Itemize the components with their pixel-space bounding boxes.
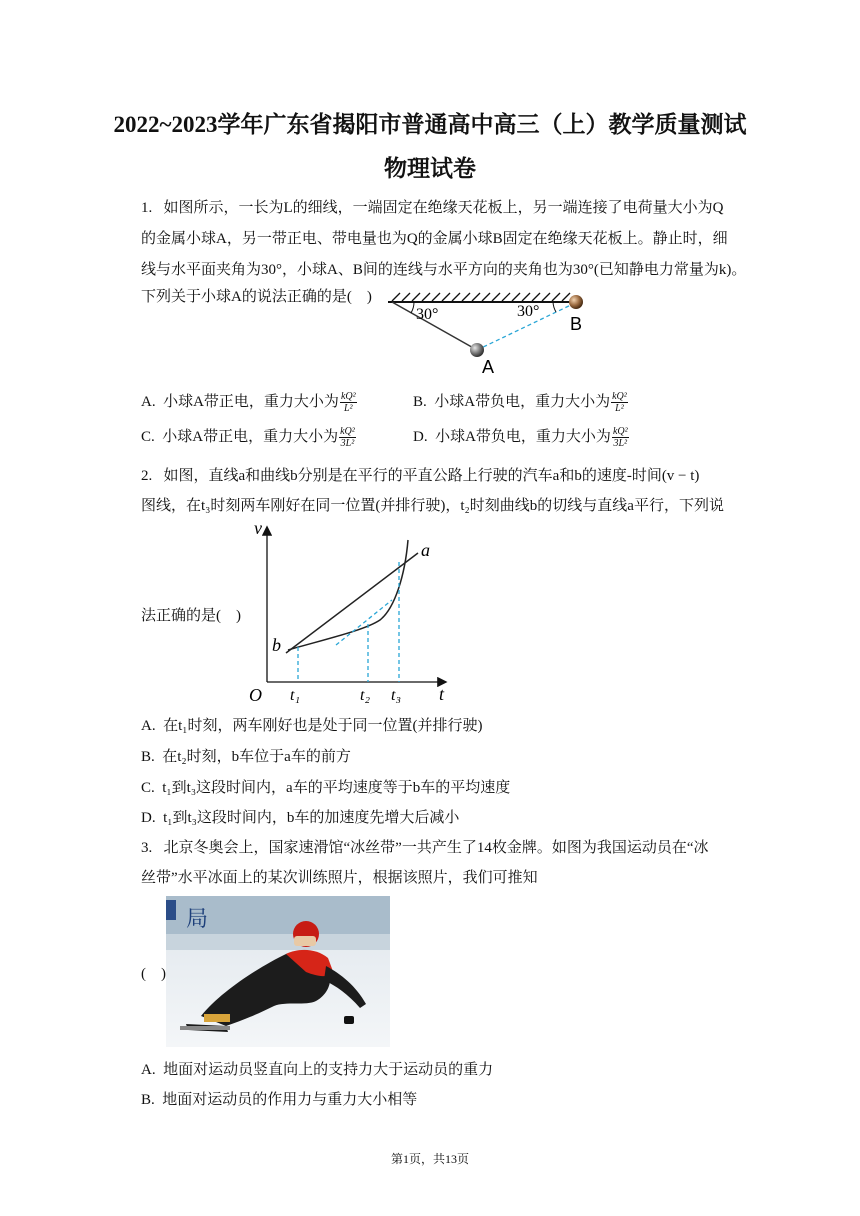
label-a: A <box>482 357 495 376</box>
ball-b <box>569 295 583 309</box>
origin-label: O <box>249 685 262 705</box>
angle-right-label: 30° <box>517 303 540 320</box>
t3-label: t₃ <box>391 687 402 704</box>
q2-line-3: 法正确的是( ) <box>141 608 241 624</box>
q1-number: 1. <box>141 200 153 216</box>
q3-number: 3. <box>141 840 153 856</box>
q2-option-c: C. t₁到t₃这段时间内，a车的平均速度等于b车的平均速度 <box>141 780 511 796</box>
q1-option-c: C. 小球A带正电，重力大小为 $\frac{\text{kQ²}}{\text{3L²}}$ <box>141 426 355 450</box>
t2-label: t₂ <box>360 687 371 704</box>
t1-label: t₁ <box>290 687 301 704</box>
q1-line-3: 线与水平面夹角为30°，小球A、B间的连线与水平方向的夹角也为30°(已知静电力常量为k)。 <box>141 262 747 278</box>
q3-option-a: A. 地面对运动员竖直向上的支持力大于运动员的重力 <box>141 1062 494 1078</box>
ceiling <box>388 293 580 302</box>
q2-option-d: D. t₁到t₃这段时间内，b车的加速度先增大后减小 <box>141 810 460 826</box>
page-footer: 第1页，共13页 <box>390 1152 469 1166</box>
q2-option-b: B. 在t₂时刻，b车位于a车的前方 <box>141 749 351 765</box>
page-title: 2022~2023学年广东省揭阳市普通高中高三（上）教学质量测试 <box>113 112 747 137</box>
q1-figure <box>380 284 600 376</box>
q2-number: 2. <box>141 468 153 484</box>
q3-line-1 <box>141 836 708 857</box>
q2-line-2: 图线，在t₃时刻两车刚好在同一位置(并排行驶)，t₂时刻曲线b的切线与直线a平行，下列说 <box>141 498 724 514</box>
q2-text-1: 如图，直线a和曲线b分别是在平行的平直公路上行驶的汽车a和b的速度-时间(v − t) <box>163 468 700 484</box>
page-subtitle: 物理试卷 <box>384 156 476 181</box>
q2-vt-graph <box>240 520 455 705</box>
q1-text-1: 如图所示，一长为L的细线，一端固定在绝缘天花板上，另一端连接了电荷量大小为Q <box>163 200 724 216</box>
curve-a-label: a <box>421 540 430 560</box>
axis-t-label: t <box>439 684 445 704</box>
q1-line-1 <box>141 196 724 217</box>
angle-arc-left <box>411 302 414 313</box>
curve-b-label: b <box>272 635 281 655</box>
axis-v-label: v <box>254 520 262 538</box>
curve-b <box>288 540 408 650</box>
photo-sign-text: 局 <box>186 907 209 932</box>
q3-text-1: 北京冬奥会上，国家速滑馆“冰丝带”一共产生了14枚金牌。如图为我国运动员在“冰 <box>163 840 709 856</box>
q2-option-a: A. 在t₁时刻，两车刚好也是处于同一位置(并排行驶) <box>141 718 483 734</box>
q1-option-a: A. 小球A带正电，重力大小为 $\frac{\text{kQ²}}{\text{L²}}$ <box>141 391 356 415</box>
angle-arc-right <box>553 302 556 312</box>
angle-left-label: 30° <box>416 306 439 323</box>
ball-a <box>470 343 484 357</box>
q3-line-2: 丝带”水平冰面上的某次训练照片，根据该照片，我们可推知 <box>141 870 538 886</box>
label-b: B <box>570 314 583 334</box>
line-a <box>286 553 418 653</box>
q1-option-d: D. 小球A带负电，重力大小为 $\frac{\text{kQ²}}{\text{3L²}}$ <box>413 426 628 450</box>
q1-line-4: 下列关于小球A的说法正确的是( ) <box>141 289 372 305</box>
q1-option-b: B. 小球A带负电，重力大小为 $\frac{\text{kQ²}}{\text{L²}}$ <box>413 391 627 415</box>
q1-line-2: 的金属小球A，另一带正电、带电量也为Q的金属小球B固定在绝缘天花板上。静止时，细 <box>141 231 728 247</box>
tangent-line <box>336 600 392 645</box>
skater-photo <box>166 896 390 1047</box>
q3-option-b: B. 地面对运动员的作用力与重力大小相等 <box>141 1092 418 1108</box>
q2-line-1 <box>141 464 699 485</box>
q3-line-3: ( ) <box>141 966 166 982</box>
